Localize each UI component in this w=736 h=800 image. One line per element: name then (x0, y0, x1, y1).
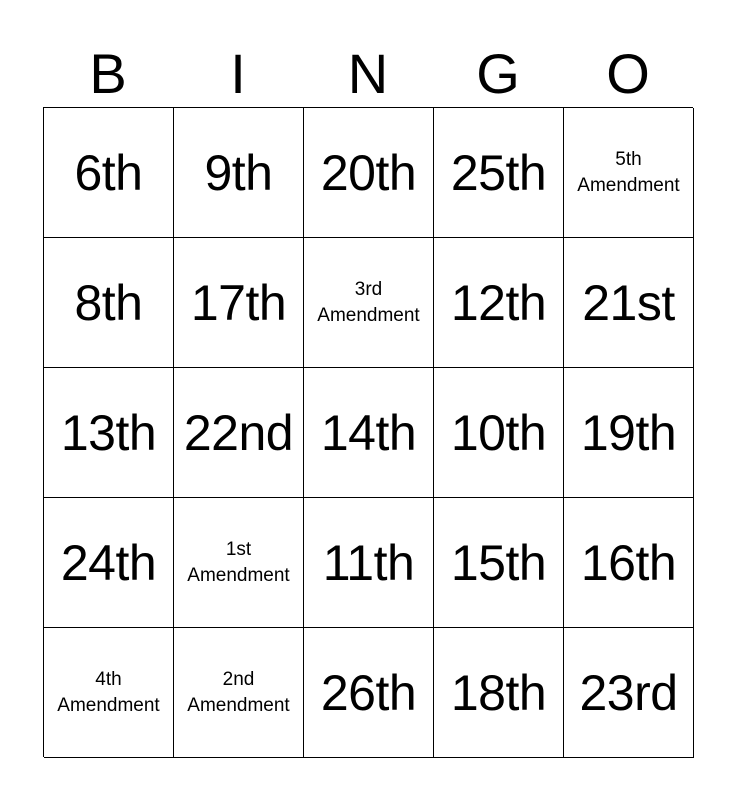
bingo-cell-text: 21st (582, 274, 675, 331)
bingo-cell-text: 15th (450, 534, 547, 591)
bingo-cell-g-1[interactable] (434, 108, 564, 238)
bingo-cell-text: 3rd Amendment (317, 278, 420, 326)
bingo-cell-text: 14th (320, 404, 417, 461)
bingo-cell-text: 9th (204, 144, 273, 201)
header-letter-g: G (476, 42, 520, 105)
bingo-cell-g-3[interactable] (434, 368, 564, 498)
bingo-cell-text: 11th (322, 534, 415, 591)
bingo-cell-o-2[interactable] (564, 238, 694, 368)
bingo-grid (43, 107, 693, 757)
bingo-cell-text: 26th (320, 664, 417, 721)
header-letter-i: I (230, 42, 246, 105)
bingo-cell-text: 23rd (579, 664, 678, 721)
bingo-cell-text: 19th (580, 404, 677, 461)
bingo-cell-text: 20th (320, 144, 417, 201)
bingo-cell-text: 4th Amendment (57, 668, 160, 716)
bingo-cell-b-5[interactable] (44, 628, 174, 758)
bingo-cell-n-3[interactable] (304, 368, 434, 498)
bingo-cell-o-5[interactable] (564, 628, 694, 758)
bingo-cell-n-2[interactable] (304, 238, 434, 368)
bingo-cell-i-2[interactable] (174, 238, 304, 368)
bingo-cell-g-4[interactable] (434, 498, 564, 628)
bingo-cell-text: 2nd Amendment (187, 668, 290, 716)
bingo-cell-text: 1st Amendment (187, 538, 290, 586)
bingo-header (43, 40, 693, 108)
header-letter-o: O (606, 42, 650, 105)
header-letter-n: N (347, 42, 389, 105)
bingo-cell-text: 24th (60, 534, 157, 591)
bingo-cell-b-4[interactable] (44, 498, 174, 628)
bingo-cell-i-3[interactable] (174, 368, 304, 498)
bingo-cell-text: 6th (74, 144, 143, 201)
bingo-cell-n-1[interactable] (304, 108, 434, 238)
bingo-cell-text: 18th (450, 664, 547, 721)
bingo-cell-n-4[interactable] (304, 498, 434, 628)
bingo-cell-text: 13th (60, 404, 157, 461)
bingo-cell-text: 17th (190, 274, 287, 331)
bingo-cell-text: 5th Amendment (577, 148, 680, 196)
bingo-cell-b-1[interactable] (44, 108, 174, 238)
bingo-cell-n-5[interactable] (304, 628, 434, 758)
bingo-cell-text: 16th (580, 534, 677, 591)
bingo-cell-i-5[interactable] (174, 628, 304, 758)
bingo-cell-b-3[interactable] (44, 368, 174, 498)
bingo-cell-text: 22nd (183, 404, 294, 461)
bingo-cell-text: 8th (74, 274, 143, 331)
bingo-cell-o-1[interactable] (564, 108, 694, 238)
bingo-cell-text: 25th (450, 144, 547, 201)
bingo-cell-g-2[interactable] (434, 238, 564, 368)
bingo-cell-o-4[interactable] (564, 498, 694, 628)
bingo-cell-b-2[interactable] (44, 238, 174, 368)
bingo-cell-o-3[interactable] (564, 368, 694, 498)
header-letter-b: B (89, 42, 127, 105)
bingo-cell-text: 10th (450, 404, 547, 461)
bingo-cell-g-5[interactable] (434, 628, 564, 758)
bingo-cell-i-1[interactable] (174, 108, 304, 238)
bingo-cell-i-4[interactable] (174, 498, 304, 628)
bingo-cell-text: 12th (450, 274, 547, 331)
